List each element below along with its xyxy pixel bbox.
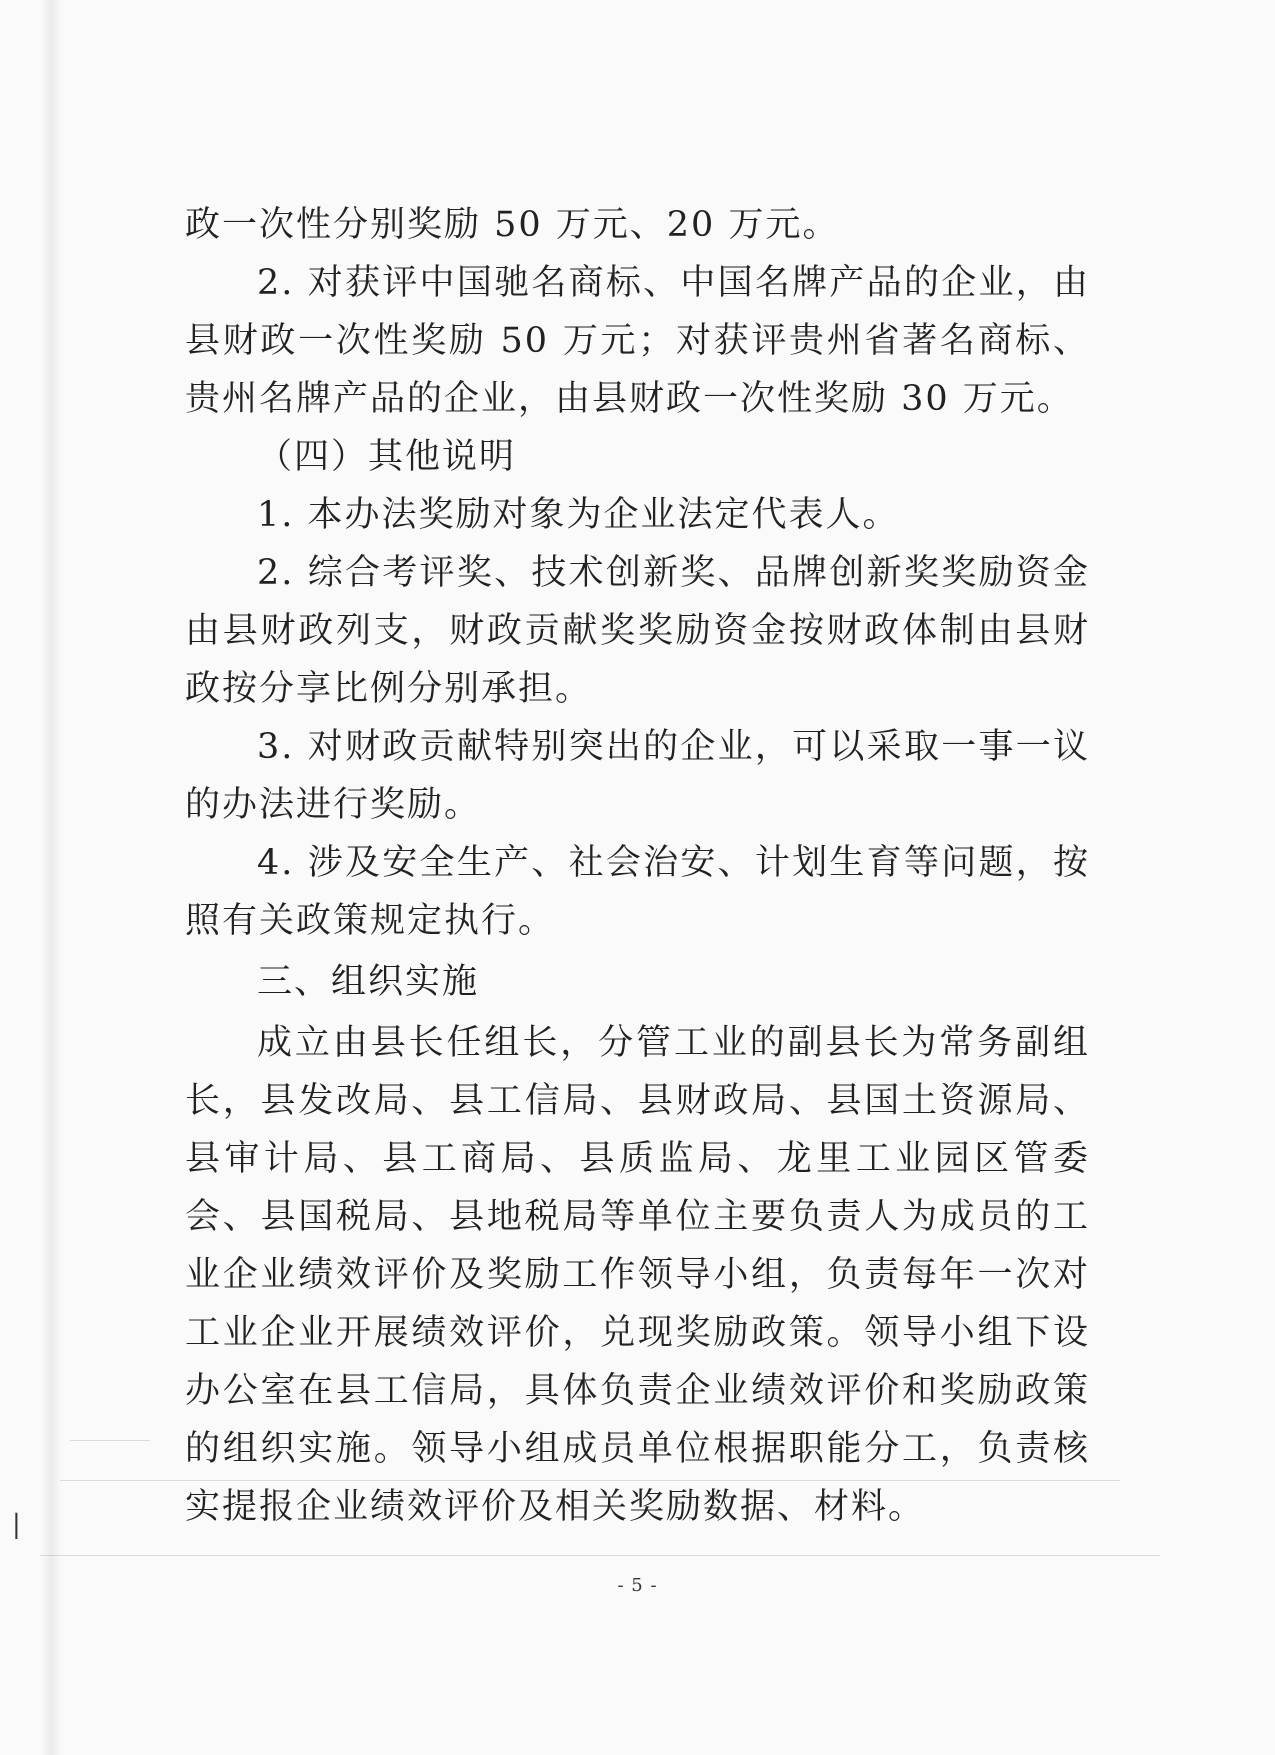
scan-artifact-line xyxy=(40,1555,1160,1556)
section-heading: 三、组织实施 xyxy=(257,962,480,1002)
binding-shadow xyxy=(40,0,62,1755)
paragraph: 4. 涉及安全生产、社会治安、计划生育等问题，按照有关政策规定执行。 xyxy=(185,843,1090,941)
paragraph: 1. 本办法奖励对象为企业法定代表人。 xyxy=(257,495,900,535)
paragraph: 2. 对获评中国驰名商标、中国名牌产品的企业，由县财政一次性奖励 50 万元；对获评贵州省著名商标、贵州名牌产品的企业，由县财政一次性奖励 30 万元。 xyxy=(185,263,1090,419)
paragraph: 成立由县长任组长，分管工业的副县长为常务副组长，县发改局、县工信局、县财政局、县国土资源局、县审计局、县工商局、县质监局、龙里工业园区管委会、县国税局、县地税局等单位主要负责人为成员的工业企业绩效评价及奖励工作领导小组，负责每年一次对工业企业开展绩效评价，兑现奖励政策。领导小组下设办公室在县工信局，具体负责企业绩效评价和奖励政策的组织实施。领导小组成员单位根据职能分工，负责核实提报企业绩效评价及相关奖励数据、材料。 xyxy=(185,1023,1090,1527)
paragraph: 政一次性分别奖励 50 万元、20 万元。 xyxy=(185,205,840,245)
section-subheading: （四）其他说明 xyxy=(257,437,517,477)
margin-mark: | xyxy=(12,1510,21,1540)
document-body xyxy=(185,196,1090,1536)
scan-artifact-line xyxy=(70,1440,150,1441)
paragraph: 2. 综合考评奖、技术创新奖、品牌创新奖奖励资金由县财政列支，财政贡献奖奖励资金按财政体制由县财政按分享比例分别承担。 xyxy=(185,553,1090,709)
paragraph: 3. 对财政贡献特别突出的企业，可以采取一事一议的办法进行奖励。 xyxy=(185,727,1090,825)
page-number: - 5 - xyxy=(617,1575,658,1596)
